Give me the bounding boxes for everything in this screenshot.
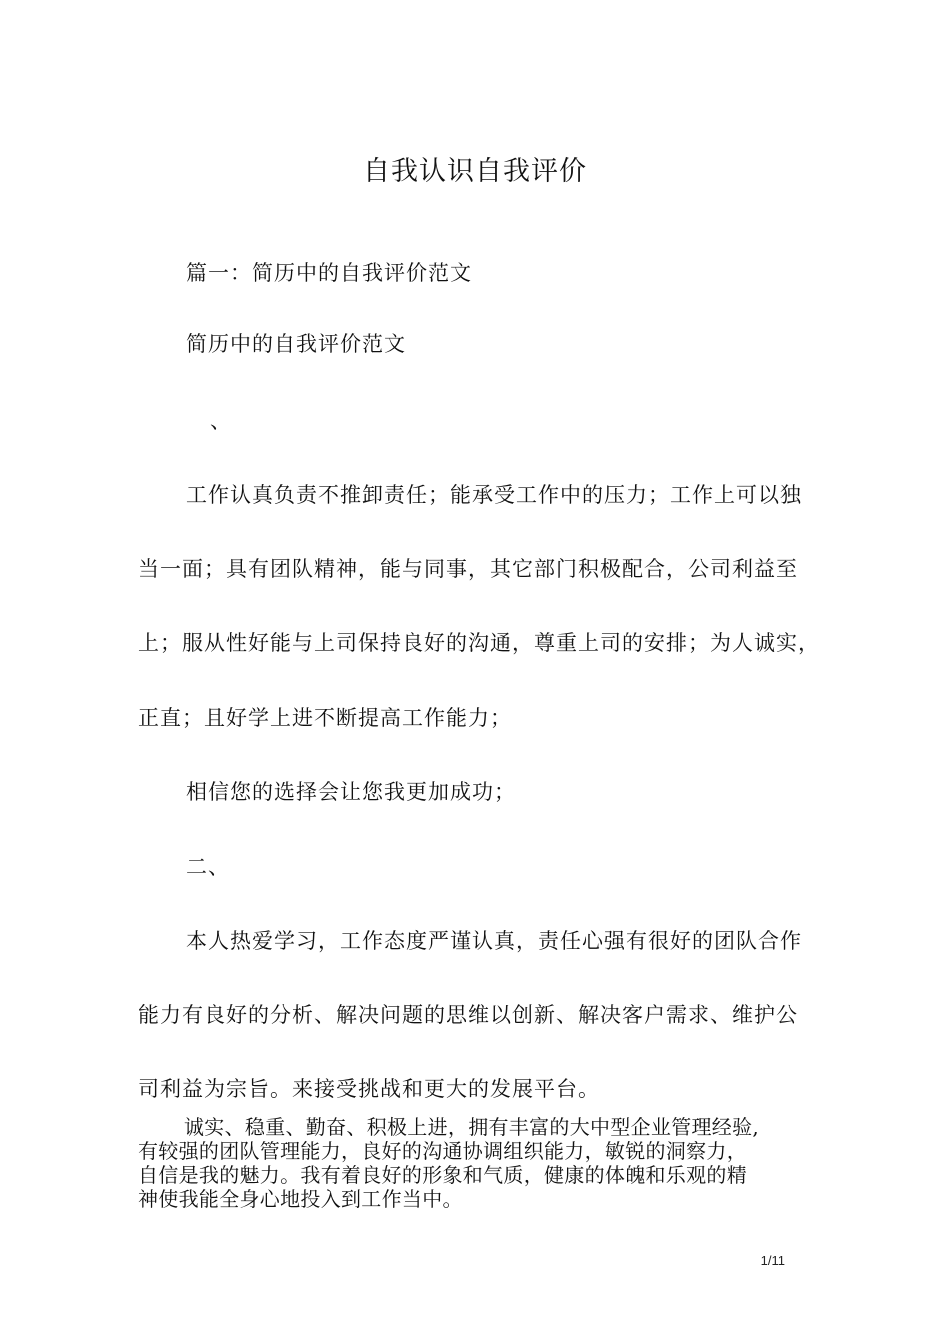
paragraph-line: 自信是我的魅力。我有着良好的形象和气质，健康的体魄和乐观的精 — [138, 1163, 747, 1187]
paragraph-line: 诚实、稳重、勤奋、积极上进，拥有丰富的大中型企业管理经验, — [184, 1115, 760, 1139]
section-heading: 篇一：简历中的自我评价范文 — [186, 261, 472, 285]
subheading: 简历中的自我评价范文 — [186, 332, 406, 356]
paragraph-line: 上；服从性好能与上司保持良好的沟通，尊重上司的安排；为人诚实， — [138, 631, 820, 655]
paragraph-line: 当一面；具有团队精神，能与同事，其它部门积极配合，公司利益至 — [138, 557, 798, 581]
list-marker: 、 — [210, 409, 232, 433]
paragraph-line: 神使我能全身心地投入到工作当中。 — [138, 1187, 463, 1211]
paragraph-line: 能力有良好的分析、解决问题的思维以创新、解决客户需求、维护公 — [138, 1003, 798, 1027]
document-title: 自我认识自我评价 — [363, 156, 587, 187]
compact-paragraph — [138, 1115, 828, 1211]
page-number: 1/11 — [760, 1253, 785, 1268]
paragraph-line: 工作认真负责不推卸责任；能承受工作中的压力；工作上可以独 — [186, 483, 802, 507]
paragraph-line: 有较强的团队管理能力，良好的沟通协调组织能力，敏锐的洞察力， — [138, 1139, 747, 1163]
paragraph-line: 本人热爱学习，工作态度严谨认真，责任心强有很好的团队合作 — [186, 929, 802, 953]
list-marker: 二、 — [186, 855, 230, 879]
paragraph-line: 相信您的选择会让您我更加成功； — [186, 780, 516, 804]
paragraph-line: 正直；且好学上进不断提高工作能力； — [138, 706, 512, 730]
paragraph-line: 司利益为宗旨。来接受挑战和更大的发展平台。 — [138, 1077, 600, 1101]
